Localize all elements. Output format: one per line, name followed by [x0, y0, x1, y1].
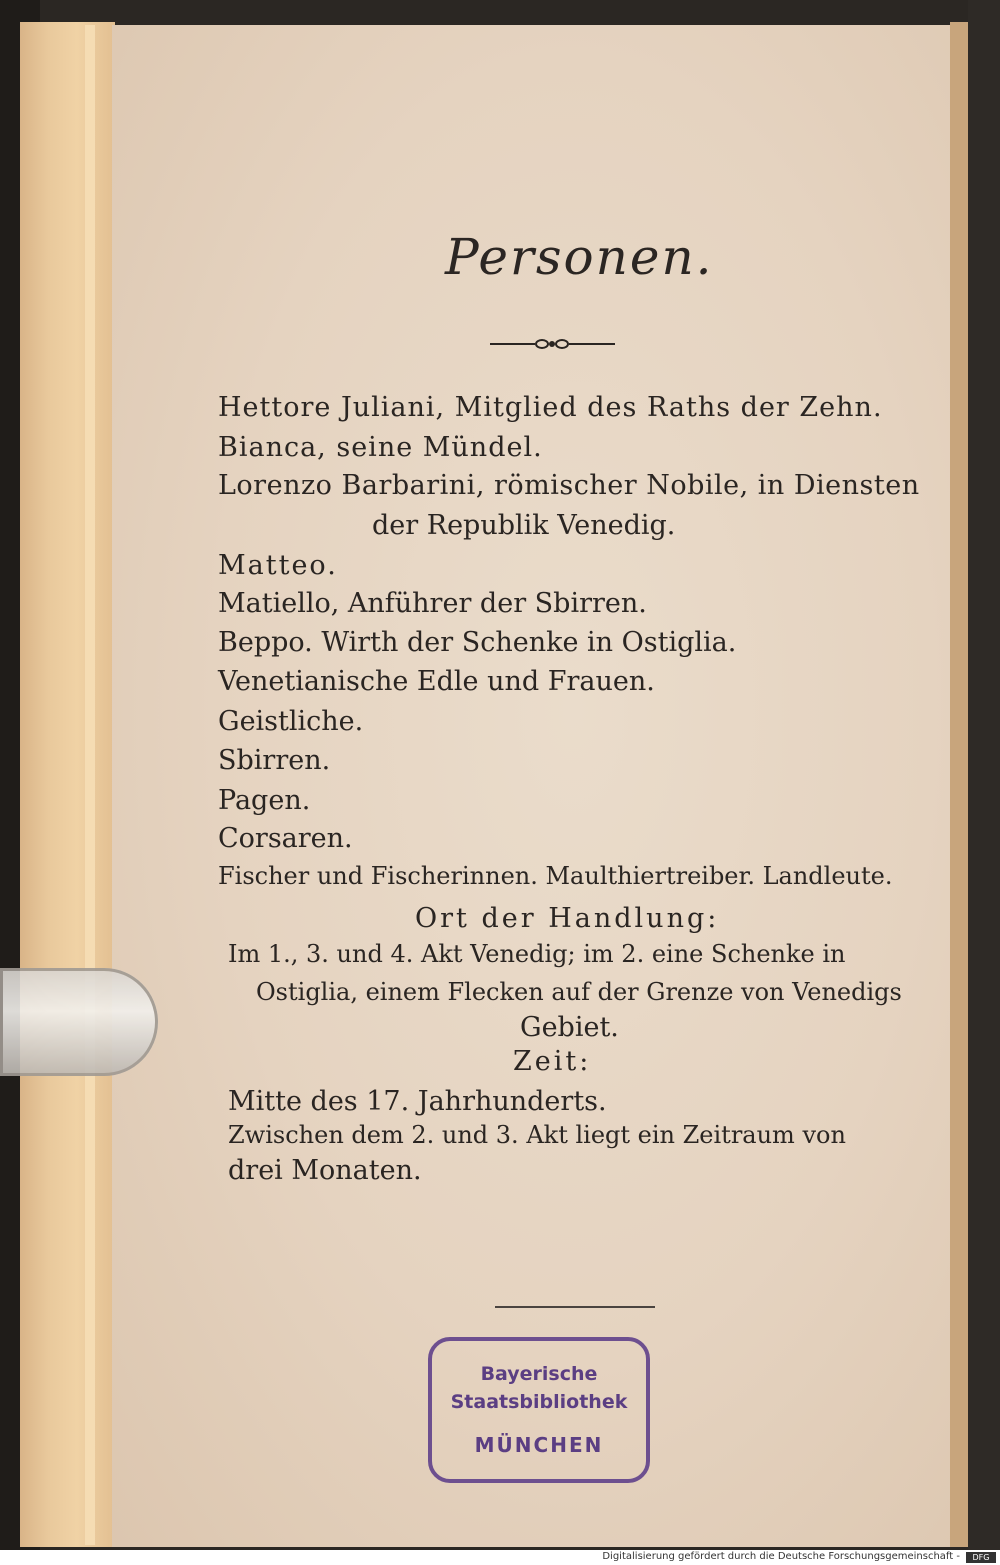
scan-background-right: [968, 0, 1000, 1550]
page-edge-right: [950, 22, 968, 1547]
cast-line: Bianca, seine Mündel.: [218, 432, 543, 463]
cast-line: Pagen.: [218, 785, 311, 816]
cast-line: Corsaren.: [218, 823, 353, 854]
book-cover-edge: [20, 22, 115, 1547]
place-line: Im 1., 3. und 4. Akt Venedig; im 2. eine Schenke in: [228, 940, 846, 968]
stamp-line: MÜNCHEN: [474, 1433, 604, 1457]
book-cover-highlight: [85, 25, 95, 1545]
footer-text: Digitalisierung gefördert durch die Deutsche Forschungsgemeinschaft -: [602, 1551, 960, 1562]
cast-line: Sbirren.: [218, 745, 331, 776]
dfg-logo: DFG: [966, 1552, 996, 1563]
cast-line: der Republik Venedig.: [372, 510, 676, 541]
page-holder-clip: [0, 968, 158, 1076]
cast-line: Hettore Juliani, Mitglied des Raths der Zehn.: [218, 392, 883, 423]
cast-line: Fischer und Fischerinnen. Maulthiertreiber. Landleute.: [218, 862, 893, 890]
time-heading: Zeit:: [513, 1046, 592, 1077]
place-line: Ostiglia, einem Flecken auf der Grenze von Venedigs: [256, 978, 902, 1006]
cast-line: Venetianische Edle und Frauen.: [218, 666, 655, 697]
section-divider: [495, 1306, 655, 1308]
cast-line: Geistliche.: [218, 706, 364, 737]
stamp-line: Staatsbibliothek: [450, 1391, 628, 1413]
digitization-footer: [0, 1550, 1000, 1565]
time-line: drei Monaten.: [228, 1155, 422, 1186]
cast-line: Lorenzo Barbarini, römischer Nobile, in Diensten: [218, 470, 920, 501]
cast-line: Beppo. Wirth der Schenke in Ostiglia.: [218, 627, 737, 658]
time-line: Zwischen dem 2. und 3. Akt liegt ein Zeitraum von: [228, 1121, 846, 1149]
page-title: Personen.: [445, 228, 714, 286]
cast-line: Matiello, Anführer der Sbirren.: [218, 588, 647, 619]
cast-line: Matteo.: [218, 550, 338, 581]
place-heading: Ort der Handlung:: [415, 903, 720, 934]
time-line: Mitte des 17. Jahrhunderts.: [228, 1086, 607, 1117]
library-stamp: [428, 1337, 650, 1483]
title-ornament: [490, 337, 615, 351]
place-line: Gebiet.: [520, 1012, 619, 1043]
stamp-line: Bayerische: [480, 1363, 598, 1385]
